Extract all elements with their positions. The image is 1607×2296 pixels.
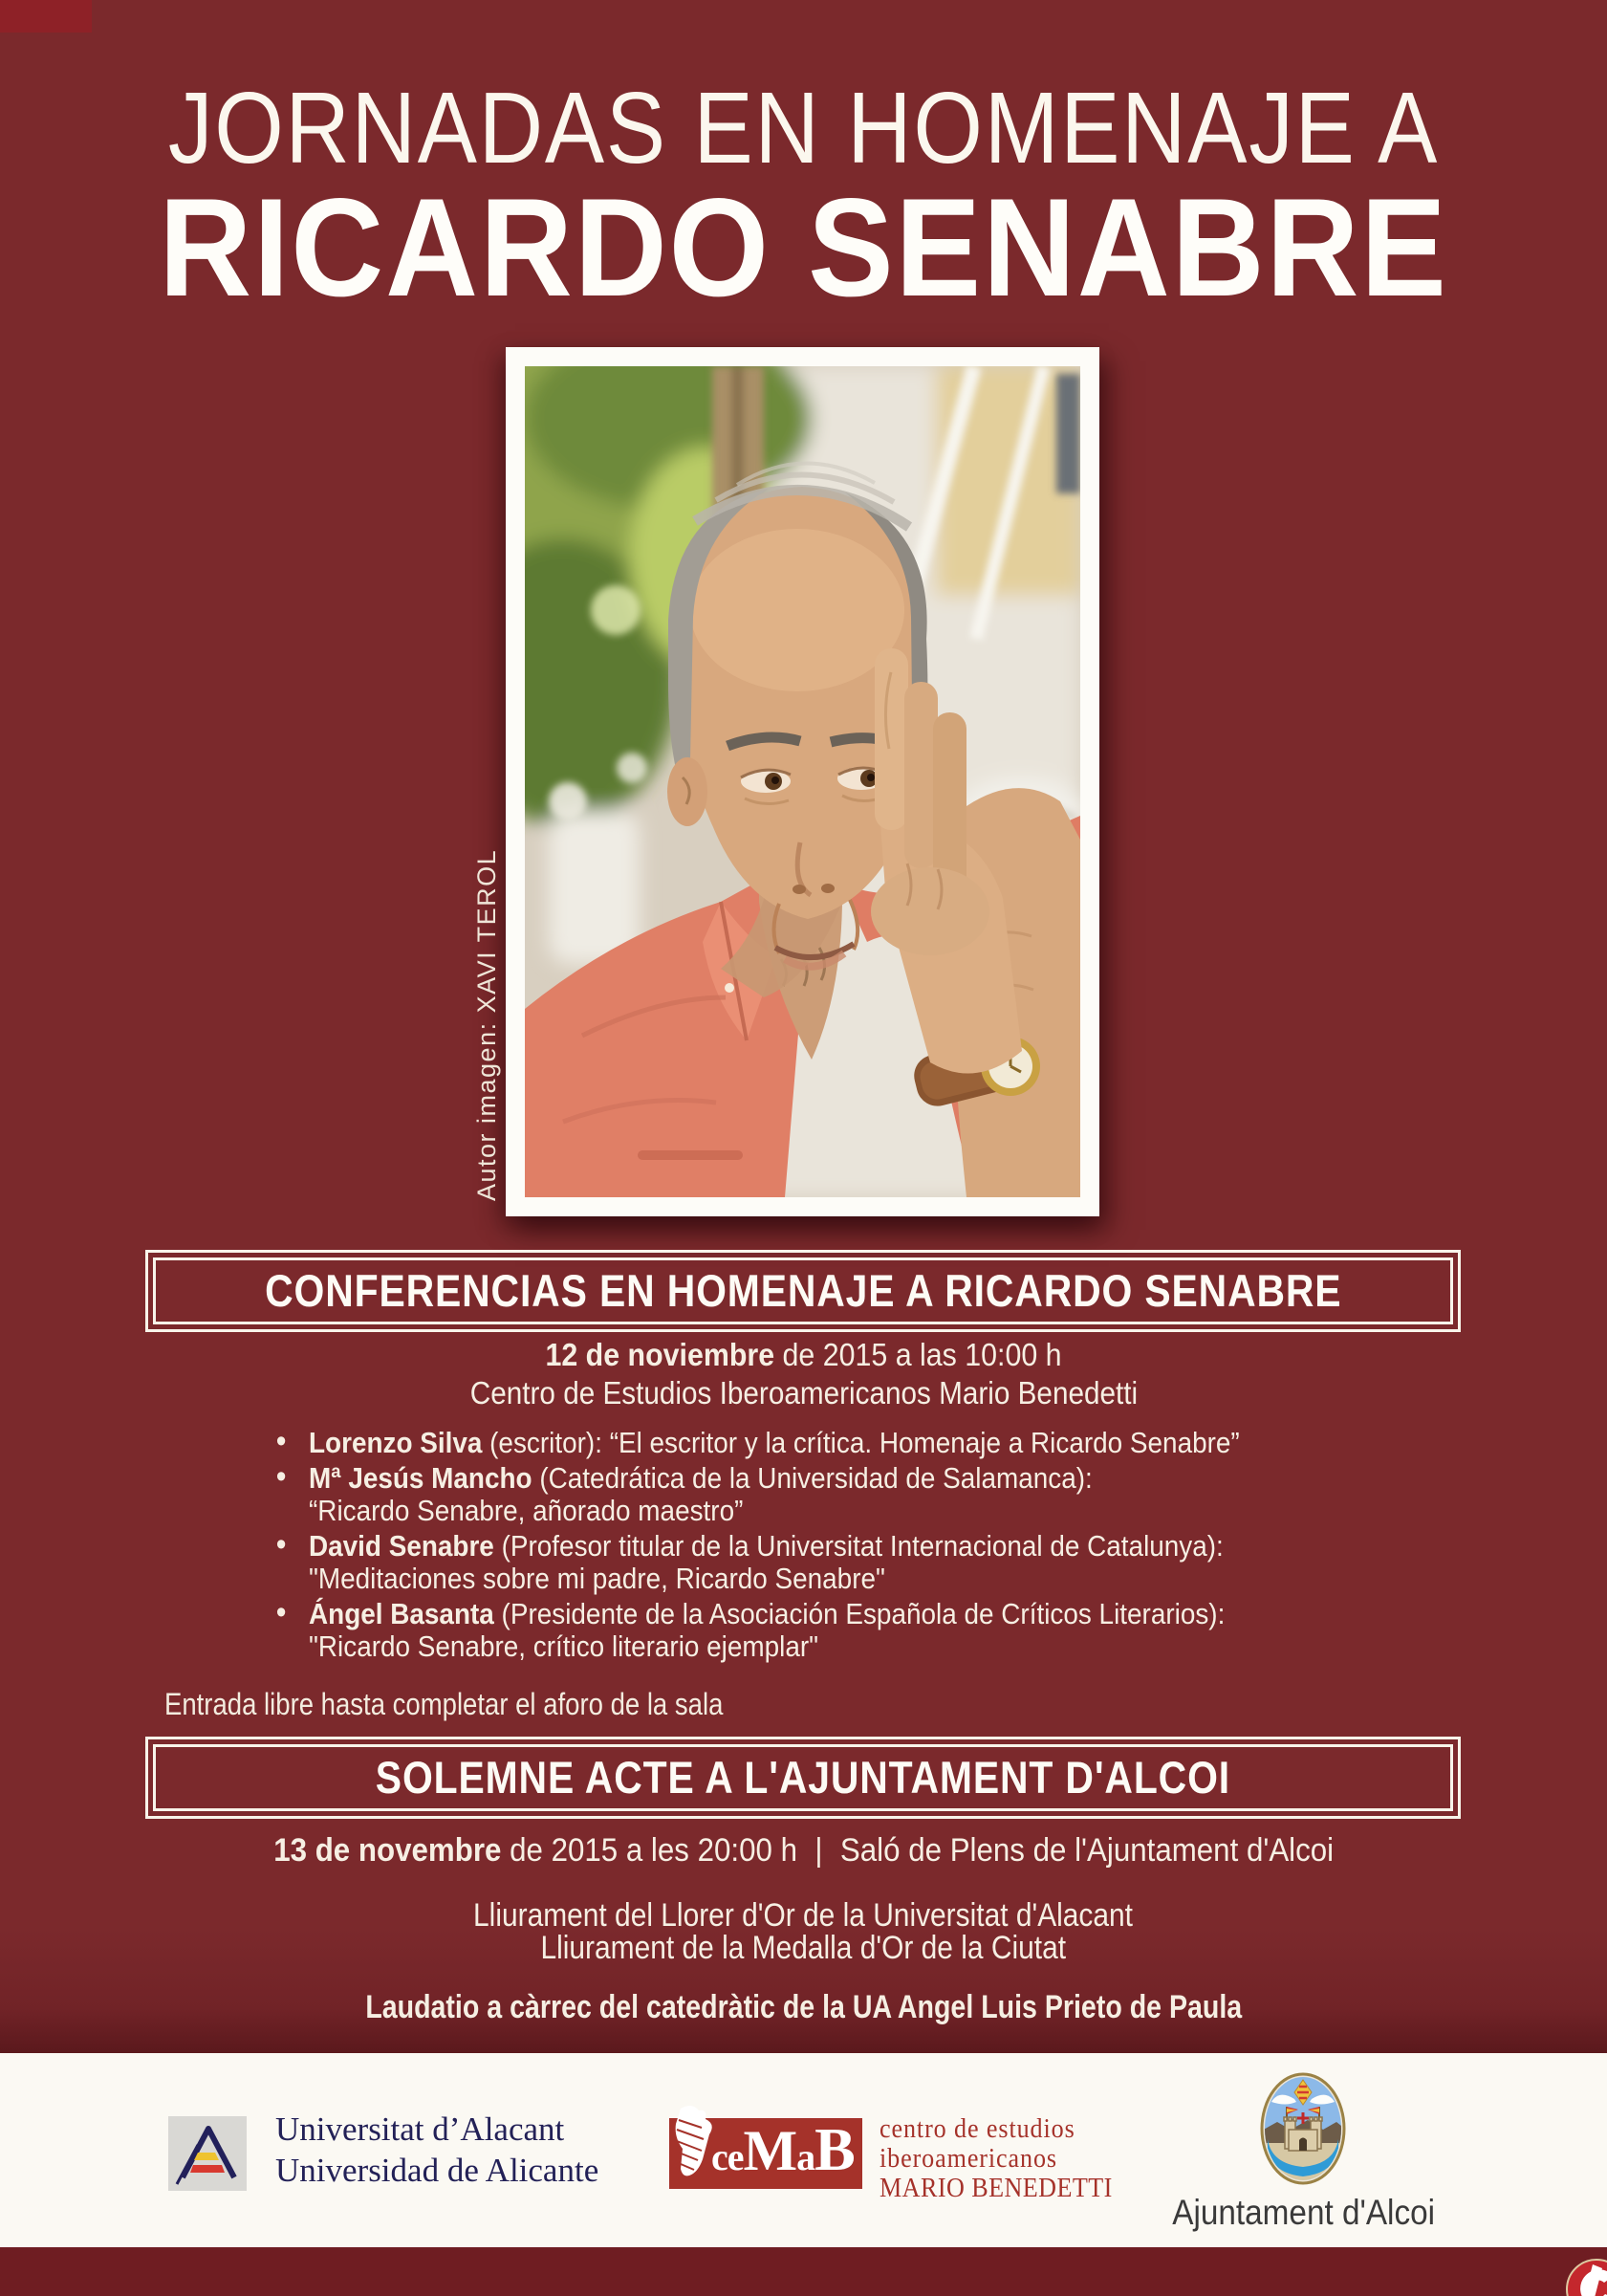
ua-logo bbox=[168, 2116, 247, 2191]
bottom-strip bbox=[0, 2247, 1607, 2296]
alcoi-logo-text: Ajuntament d'Alcoi bbox=[1172, 2193, 1436, 2232]
solemn-header: SOLEMNE ACTE A L'AJUNTAMENT D'ALCOI bbox=[375, 1752, 1231, 1803]
speaker-list bbox=[274, 1423, 1427, 1666]
portrait-photo bbox=[506, 347, 1099, 1216]
conference-venue: Centro de Estudios Iberoamericanos Mario Benedetti bbox=[469, 1375, 1138, 1410]
conference-date: 12 de noviembre de 2015 a las 10:00 h bbox=[545, 1337, 1062, 1372]
solemn-date: 13 de novembre de 2015 a les 20:00 h | Saló de Plens de l'Ajuntament d'Alcoi bbox=[273, 1832, 1334, 1869]
conference-header: CONFERENCIAS EN HOMENAJE A RICARDO SENABRE bbox=[264, 1265, 1342, 1316]
sponsor-band bbox=[0, 2053, 1607, 2247]
laudatio-line: Laudatio a càrrec del catedràtic de la UA Angel Luis Prieto de Paula bbox=[365, 1989, 1242, 2025]
speaker-item: • Ángel Basanta (Presidente de la Asociación Española de Críticos Literarios): "Ricardo Senabre, crítico literario ejemplar" bbox=[275, 1594, 1226, 1663]
award-line-2: Lliurament de la Medalla d'Or de la Ciutat bbox=[540, 1930, 1067, 1966]
ua-logo-text: Universitat d’Alacant Universidad de Alicante bbox=[275, 2110, 599, 2189]
cemab-wordmark: ceMaB bbox=[711, 2115, 855, 2183]
bullet-icon: • bbox=[275, 1423, 287, 1459]
speaker-item: • David Senabre (Profesor titular de la Universitat Internacional de Catalunya): "Meditaciones sobre mi padre, Ricardo Senabre" bbox=[275, 1526, 1224, 1595]
speaker-item: • Lorenzo Silva (escritor): “El escritor y la crítica. Homenaje a Ricardo Senabre” bbox=[275, 1423, 1240, 1459]
bullet-icon: • bbox=[275, 1594, 287, 1630]
bullet-icon: • bbox=[275, 1458, 287, 1495]
poster-title-line2: RICARDO SENABRE bbox=[159, 169, 1448, 325]
portrait-illustration bbox=[525, 366, 1080, 1197]
photo-credit: Autor imagen: XAVI TEROL bbox=[472, 848, 501, 1201]
corner-accent bbox=[0, 0, 92, 33]
solemn-header-box bbox=[145, 1737, 1461, 1819]
award-line-1: Lliurament del Llorer d'Or de la Universitat d'Alacant bbox=[473, 1897, 1134, 1934]
separator: | bbox=[814, 1832, 823, 1869]
alcoi-seal-icon bbox=[1260, 2072, 1346, 2185]
tc-circle-logo bbox=[1564, 2257, 1607, 2296]
cemab-logo bbox=[669, 2115, 862, 2189]
bullet-icon: • bbox=[275, 1526, 287, 1563]
conference-header-box bbox=[145, 1250, 1461, 1332]
cemab-continent-icon bbox=[663, 2103, 717, 2198]
speaker-item: • Mª Jesús Mancho (Catedrática de la Universidad de Salamanca): “Ricardo Senabre, añorado maestro” bbox=[275, 1458, 1093, 1527]
poster-title-line1: JORNADAS EN HOMENAJE A bbox=[167, 72, 1440, 185]
cemab-logo-text: centro de estudios iberoamericanos MARIO BENEDETTI bbox=[880, 2113, 1113, 2203]
free-entry-note: Entrada libre hasta completar el aforo de la sala bbox=[164, 1687, 724, 1721]
